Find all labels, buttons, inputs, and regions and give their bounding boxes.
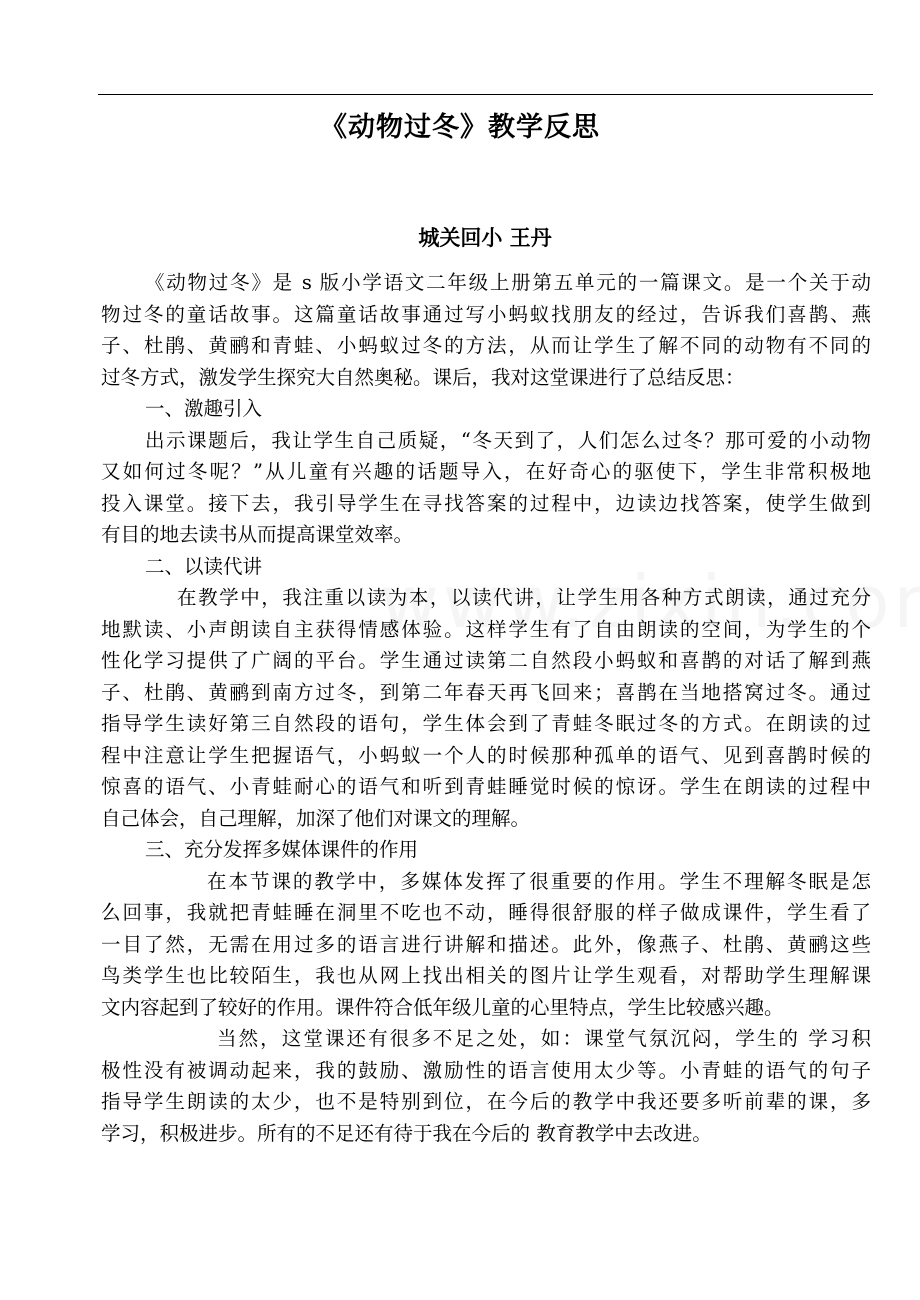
text-line: 自己体会，自己理解，加深了他们对课文的理解。	[101, 806, 531, 830]
text-line: 有目的地去读书从而提高课堂效率。	[101, 523, 414, 546]
text-line: 惊喜的语气、小青蛙耐心的语气和听到青蛙睡觉时候的惊讶。学生在朗读的过程中	[101, 775, 871, 798]
text-line: 指导学生朗读的太少，也不是特别到位，在今后的教学中我还要多听前辈的课，多	[101, 1090, 871, 1113]
text-line: 鸟类学生也比较陌生，我也从网上找出相关的图片让学生观看，对帮助学生理解课	[101, 964, 871, 987]
text-line: 在教学中，我注重以读为本，以读代讲，让学生用各种方式朗读，通过充分	[177, 586, 871, 609]
text-line: 出示课题后，我让学生自己质疑，“冬天到了，人们怎么过冬？那可爱的小动物	[145, 428, 871, 452]
text-line: 三、充分发挥多媒体课件的作用	[145, 838, 419, 861]
text-line: 么回事，我就把青蛙睡在洞里不吃也不动，睡得很舒服的样子做成课件，学生看了	[101, 901, 871, 924]
text-line: 指导学生读好第三自然段的语句，学生体会到了青蛙冬眠过冬的方式。在朗读的过	[101, 712, 871, 735]
text-line: 投入课堂。接下去，我引导学生在寻找答案的过程中，边读边找答案，使学生做到	[101, 491, 871, 515]
text-line: 性化学习提供了广阔的平台。学生通过读第二自然段小蚂蚁和喜鹊的对话了解到燕	[101, 649, 871, 672]
text-line: 学习，积极进步。所有的不足还有待于我在今后的 教育教学中去改进。	[101, 1121, 712, 1145]
text-line: 地默读、小声朗读自主获得情感体验。这样学生有了自由朗读的空间，为学生的个	[101, 617, 871, 641]
text-line: 子、杜鹃、黄鹂和青蛙、小蚂蚁过冬的方法，从而让学生了解不同的动物有不同的	[101, 334, 871, 357]
text-line: 程中注意让学生把握语气，小蚂蚁一个人的时候那种孤单的语气、见到喜鹊时候的	[101, 743, 871, 767]
author-line: 城关回小 王丹	[418, 226, 552, 250]
text-line: 文内容起到了较好的作用。课件符合低年级儿童的心里特点，学生比较感兴趣。	[101, 995, 784, 1019]
text-line: 一、激趣引入	[145, 397, 263, 420]
document-title: 《动物过冬》教学反思	[320, 112, 600, 143]
text-line: 过冬方式，激发学生探究大自然奥秘。课后，我对这堂课进行了总结反思：	[101, 365, 745, 389]
text-line: 《动物过冬》是 s 版小学语文二年级上册第五单元的一篇课文。是一个关于动	[145, 271, 871, 294]
header-rule	[98, 94, 873, 95]
text-line: 物过冬的童话故事。这篇童话故事通过写小蚂蚁找朋友的经过，告诉我们喜鹊、燕	[101, 302, 871, 326]
text-line: 当然，这堂课还有很多不足之处，如：课堂气氛沉闷，学生的 学习积	[217, 1027, 871, 1050]
text-line: 极性没有被调动起来，我的鼓励、激励性的语言使用太少等。小青蛙的语气的句子	[101, 1058, 871, 1082]
document-body	[101, 267, 871, 1149]
text-line: 又如何过冬呢？”从儿童有兴趣的话题导入，在好奇心的驱使下，学生非常积极地	[101, 460, 871, 483]
text-line: 二、以读代讲	[145, 554, 263, 578]
text-line: 在本节课的教学中，多媒体发挥了很重要的作用。学生不理解冬眠是怎	[207, 869, 871, 893]
text-line: 子、杜鹃、黄鹂到南方过冬，到第二年春天再飞回来；喜鹊在当地搭窝过冬。通过	[101, 680, 871, 704]
text-line: 一目了然，无需在用过多的语言进行讲解和描述。此外，像燕子、杜鹃、黄鹂这些	[101, 932, 871, 956]
